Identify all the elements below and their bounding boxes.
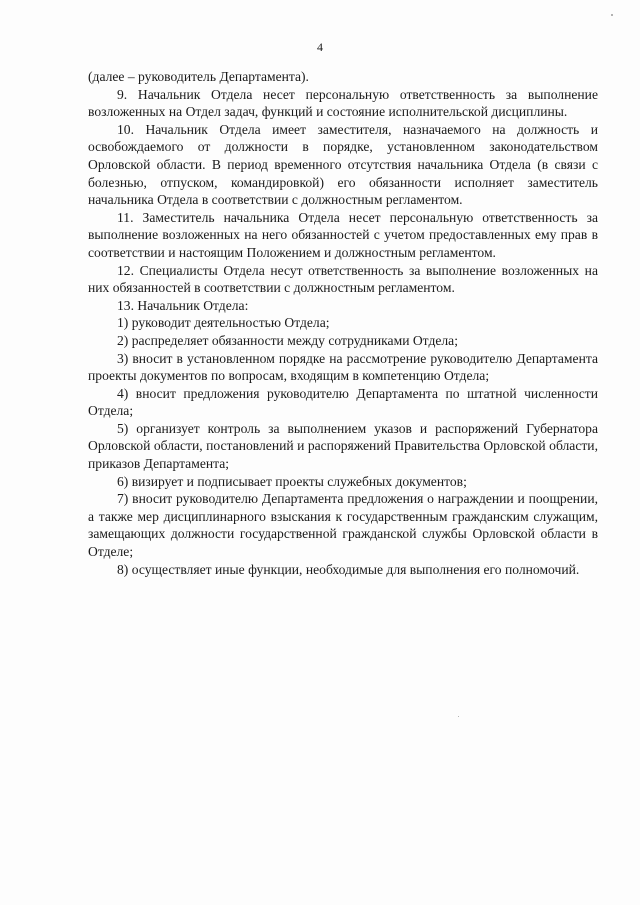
paragraph-13-heading: 13. Начальник Отдела: (117, 297, 249, 313)
paragraph-12: 12. Специалисты Отдела несут ответственность за выполнение возложенных на них обязанностей в соответствии с должностным регламентом. (88, 262, 598, 296)
page-number: 4 (317, 40, 323, 54)
list-item-5: 5) организует контроль за выполнением указов и распоряжений Губернатора Орловской области, постановлений и распоряжений Правительства Орловской области, приказов Департамента; (88, 420, 598, 472)
paragraph-continuation: (далее – руководитель Департамента). (88, 69, 309, 84)
list-item-6: 6) визирует и подписывает проекты служебных документов; (117, 473, 467, 489)
list-item-4: 4) вносит предложения руководителю Департамента по штатной численности Отдела; (88, 385, 598, 419)
document-body (88, 68, 598, 578)
list-item-1: 1) руководит деятельностью Отдела; (117, 315, 330, 331)
paragraph-9: 9. Начальник Отдела несет персональную ответственность за выполнение возложенных на Отдел задач, функций и состояние исполнительской дисциплины. (88, 86, 598, 120)
list-item-7: 7) вносит руководителю Департамента предложения о награждении и поощрении, а также мер дисциплинарного взыскания к государственным гражданским служащим, замещающих должности государственной гражданской службы Орловской области в Отделе; (88, 491, 598, 560)
scan-speck (458, 716, 459, 717)
list-item-2: 2) распределяет обязанности между сотрудниками Отдела; (117, 332, 458, 348)
list-item-3: 3) вносит в установленном порядке на рассмотрение руководителю Департамента проекты документов по вопросам, входящим в компетенцию Отдела; (88, 350, 598, 384)
paragraph-10: 10. Начальник Отдела имеет заместителя, назначаемого на должность и освобождаемого от должности в порядке, установленном законодательством Орловской области. В период временного отсутствия начальника Отдела (в связи с болезнью, отпуском, командировкой) его обязанности исполняет заместитель начальника Отдела в соответствии с должностным регламентом. (88, 121, 598, 208)
list-item-8: 8) осуществляет иные функции, необходимые для выполнения его полномочий. (117, 561, 580, 577)
scan-speck (611, 14, 613, 16)
paragraph-11: 11. Заместитель начальника Отдела несет персональную ответственность за выполнение возложенных на него обязанностей с учетом предоставленных ему прав в соответствии и настоящим Положением и должностным регламентом. (88, 209, 598, 260)
